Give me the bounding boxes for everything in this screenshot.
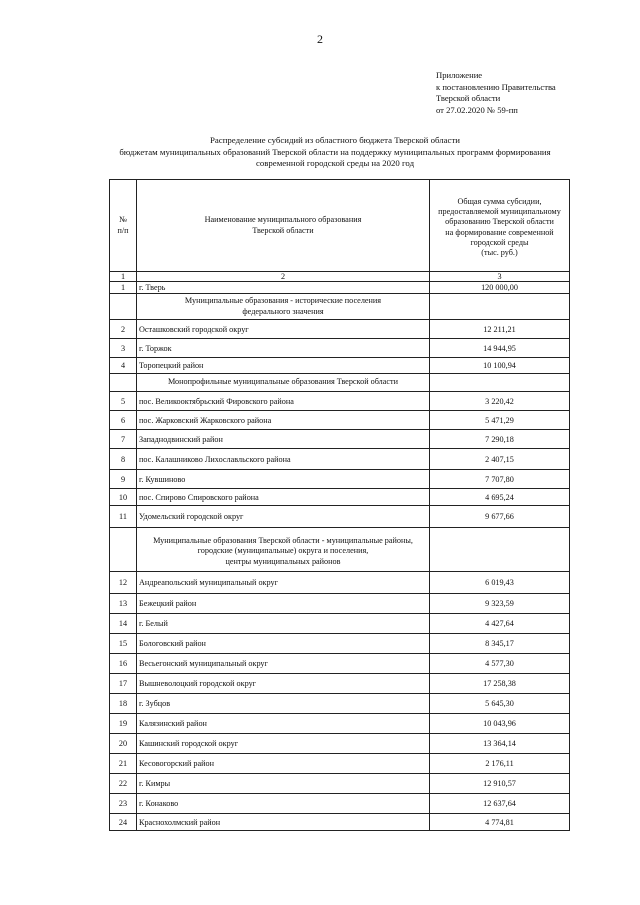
table-row	[110, 754, 570, 774]
row-name: Кесовогорский район	[137, 754, 430, 774]
row-name: Весьегонский муниципальный округ	[137, 654, 430, 674]
section-title	[137, 374, 430, 392]
row-amount: 13 364,14	[430, 734, 570, 754]
table-row	[110, 489, 570, 506]
row-name: пос. Великооктябрьский Фировского района	[137, 392, 430, 411]
subsidy-table	[109, 179, 570, 831]
row-name: Андреапольский муниципальный округ	[137, 572, 430, 594]
row-number: 4	[110, 358, 137, 374]
row-number: 8	[110, 449, 137, 470]
row-name: Западнодвинский район	[137, 430, 430, 449]
row-amount: 120 000,00	[430, 282, 570, 294]
row-number: 20	[110, 734, 137, 754]
row-name: Бологовский район	[137, 634, 430, 654]
header-amount	[430, 180, 570, 272]
header-num	[110, 180, 137, 272]
row-name: Осташковский городской округ	[137, 320, 430, 339]
table-row	[110, 282, 570, 294]
row-number: 22	[110, 774, 137, 794]
header-name	[137, 180, 430, 272]
row-number: 10	[110, 489, 137, 506]
row-number: 23	[110, 794, 137, 814]
table-row	[110, 449, 570, 470]
title-line: бюджетам муниципальных образований Тверской области на поддержку муниципальных программ формирования	[119, 146, 551, 157]
row-amount: 6 019,43	[430, 572, 570, 594]
row-number: 15	[110, 634, 137, 654]
row-name: г. Зубцов	[137, 694, 430, 714]
table-row	[110, 674, 570, 694]
row-number: 21	[110, 754, 137, 774]
column-number: 1	[110, 272, 137, 282]
row-name: пос. Жарковский Жарковского района	[137, 411, 430, 430]
table-row	[110, 694, 570, 714]
table-row	[110, 320, 570, 339]
row-amount: 10 100,94	[430, 358, 570, 374]
section-title-line: центры муниципальных районов	[225, 556, 341, 566]
row-name: пос. Калашниково Лихославльского района	[137, 449, 430, 470]
section-title-line: Муниципальные образования Тверской области - муниципальные районы,	[153, 535, 413, 545]
header-amount-line: на формирование современной	[445, 227, 554, 237]
row-amount: 17 258,38	[430, 674, 570, 694]
table-row	[110, 430, 570, 449]
table-row	[110, 594, 570, 614]
row-amount: 4 695,24	[430, 489, 570, 506]
table-row	[110, 358, 570, 374]
row-number: 17	[110, 674, 137, 694]
row-amount: 9 323,59	[430, 594, 570, 614]
row-amount: 4 427,64	[430, 614, 570, 634]
row-amount: 7 290,18	[430, 430, 570, 449]
table-row	[110, 411, 570, 430]
section-spacer	[430, 528, 570, 572]
column-numbers-row	[110, 272, 570, 282]
title-line: современной городской среды на 2020 год	[255, 158, 415, 169]
row-number: 24	[110, 814, 137, 831]
section-spacer	[110, 528, 137, 572]
appendix-line: к постановлению Правительства	[436, 81, 556, 92]
section-title-line: Муниципальные образования - исторические поселения	[184, 296, 382, 305]
row-number: 11	[110, 506, 137, 528]
header-num-line: №	[119, 215, 127, 225]
table-row	[110, 814, 570, 831]
header-name-line: Наименование муниципального образования	[204, 215, 362, 225]
section-spacer	[110, 294, 137, 320]
row-number: 19	[110, 714, 137, 734]
row-amount: 5 471,29	[430, 411, 570, 430]
row-number: 1	[110, 282, 137, 294]
row-name: Торопецкий район	[137, 358, 430, 374]
section-row	[110, 294, 570, 320]
table-header-row	[110, 180, 570, 272]
row-amount: 8 345,17	[430, 634, 570, 654]
table-row	[110, 654, 570, 674]
header-amount-line: (тыс. руб.)	[481, 248, 518, 258]
row-name: г. Белый	[137, 614, 430, 634]
row-number: 9	[110, 470, 137, 489]
row-number: 13	[110, 594, 137, 614]
row-amount: 3 220,42	[430, 392, 570, 411]
header-amount-line: Общая сумма субсидии,	[457, 196, 542, 206]
row-number: 7	[110, 430, 137, 449]
row-number: 18	[110, 694, 137, 714]
section-title	[137, 294, 430, 320]
row-name: Калязинский район	[137, 714, 430, 734]
row-name: г. Тверь	[137, 282, 430, 294]
row-number: 6	[110, 411, 137, 430]
section-row	[110, 374, 570, 392]
table-row	[110, 572, 570, 594]
table-row	[110, 392, 570, 411]
row-amount: 12 637,64	[430, 794, 570, 814]
row-name: Бежецкий район	[137, 594, 430, 614]
section-title-line: городские (муниципальные) округа и поселения,	[197, 546, 369, 556]
header-amount-line: городской среды	[470, 237, 529, 247]
row-name: Вышневолоцкий городской округ	[137, 674, 430, 694]
row-name: г. Торжок	[137, 339, 430, 358]
row-name: Удомельский городской округ	[137, 506, 430, 528]
row-name: г. Конаково	[137, 794, 430, 814]
row-amount: 14 944,95	[430, 339, 570, 358]
table-row	[110, 734, 570, 754]
row-amount: 5 645,30	[430, 694, 570, 714]
row-number: 5	[110, 392, 137, 411]
header-amount-line: предоставляемой муниципальному	[438, 206, 561, 216]
title-line: Распределение субсидий из областного бюджета Тверской области	[210, 135, 460, 145]
row-number: 3	[110, 339, 137, 358]
row-amount: 10 043,96	[430, 714, 570, 734]
row-name: Краснохолмский район	[137, 814, 430, 831]
row-amount: 9 677,66	[430, 506, 570, 528]
column-number: 2	[137, 272, 430, 282]
table-row	[110, 614, 570, 634]
table-row	[110, 774, 570, 794]
row-number: 14	[110, 614, 137, 634]
row-name: Кашинский городской округ	[137, 734, 430, 754]
header-name-line: Тверской области	[252, 225, 314, 235]
section-spacer	[110, 374, 137, 392]
table-row	[110, 470, 570, 489]
header-num-line: п/п	[117, 225, 129, 235]
row-name: г. Кимры	[137, 774, 430, 794]
document-title	[100, 135, 570, 170]
row-amount: 7 707,80	[430, 470, 570, 489]
row-amount: 2 407,15	[430, 449, 570, 470]
row-amount: 4 774,81	[430, 814, 570, 831]
appendix-line: Тверской области	[436, 93, 501, 103]
section-title-line: федерального значения	[242, 306, 324, 316]
table-row	[110, 506, 570, 528]
row-name: пос. Спирово Спировского района	[137, 489, 430, 506]
row-amount: 12 211,21	[430, 320, 570, 339]
row-number: 12	[110, 572, 137, 594]
header-amount-line: образованию Тверской области	[445, 217, 554, 227]
row-amount: 2 176,11	[430, 754, 570, 774]
section-title	[137, 528, 430, 572]
section-spacer	[430, 374, 570, 392]
row-number: 16	[110, 654, 137, 674]
section-row	[110, 528, 570, 572]
row-name: г. Кувшиново	[137, 470, 430, 489]
row-number: 2	[110, 320, 137, 339]
table-row	[110, 714, 570, 734]
table-row	[110, 634, 570, 654]
appendix-note	[436, 70, 626, 116]
table-row	[110, 794, 570, 814]
table-row	[110, 339, 570, 358]
appendix-line: Приложение	[436, 70, 483, 80]
row-amount: 4 577,30	[430, 654, 570, 674]
page-number: 2	[317, 32, 323, 46]
column-number: 3	[430, 272, 570, 282]
appendix-line: от 27.02.2020 № 59-пп	[436, 104, 518, 115]
row-amount: 12 910,57	[430, 774, 570, 794]
section-spacer	[430, 294, 570, 320]
section-title-line: Монопрофильные муниципальные образования Тверской области	[167, 377, 398, 387]
